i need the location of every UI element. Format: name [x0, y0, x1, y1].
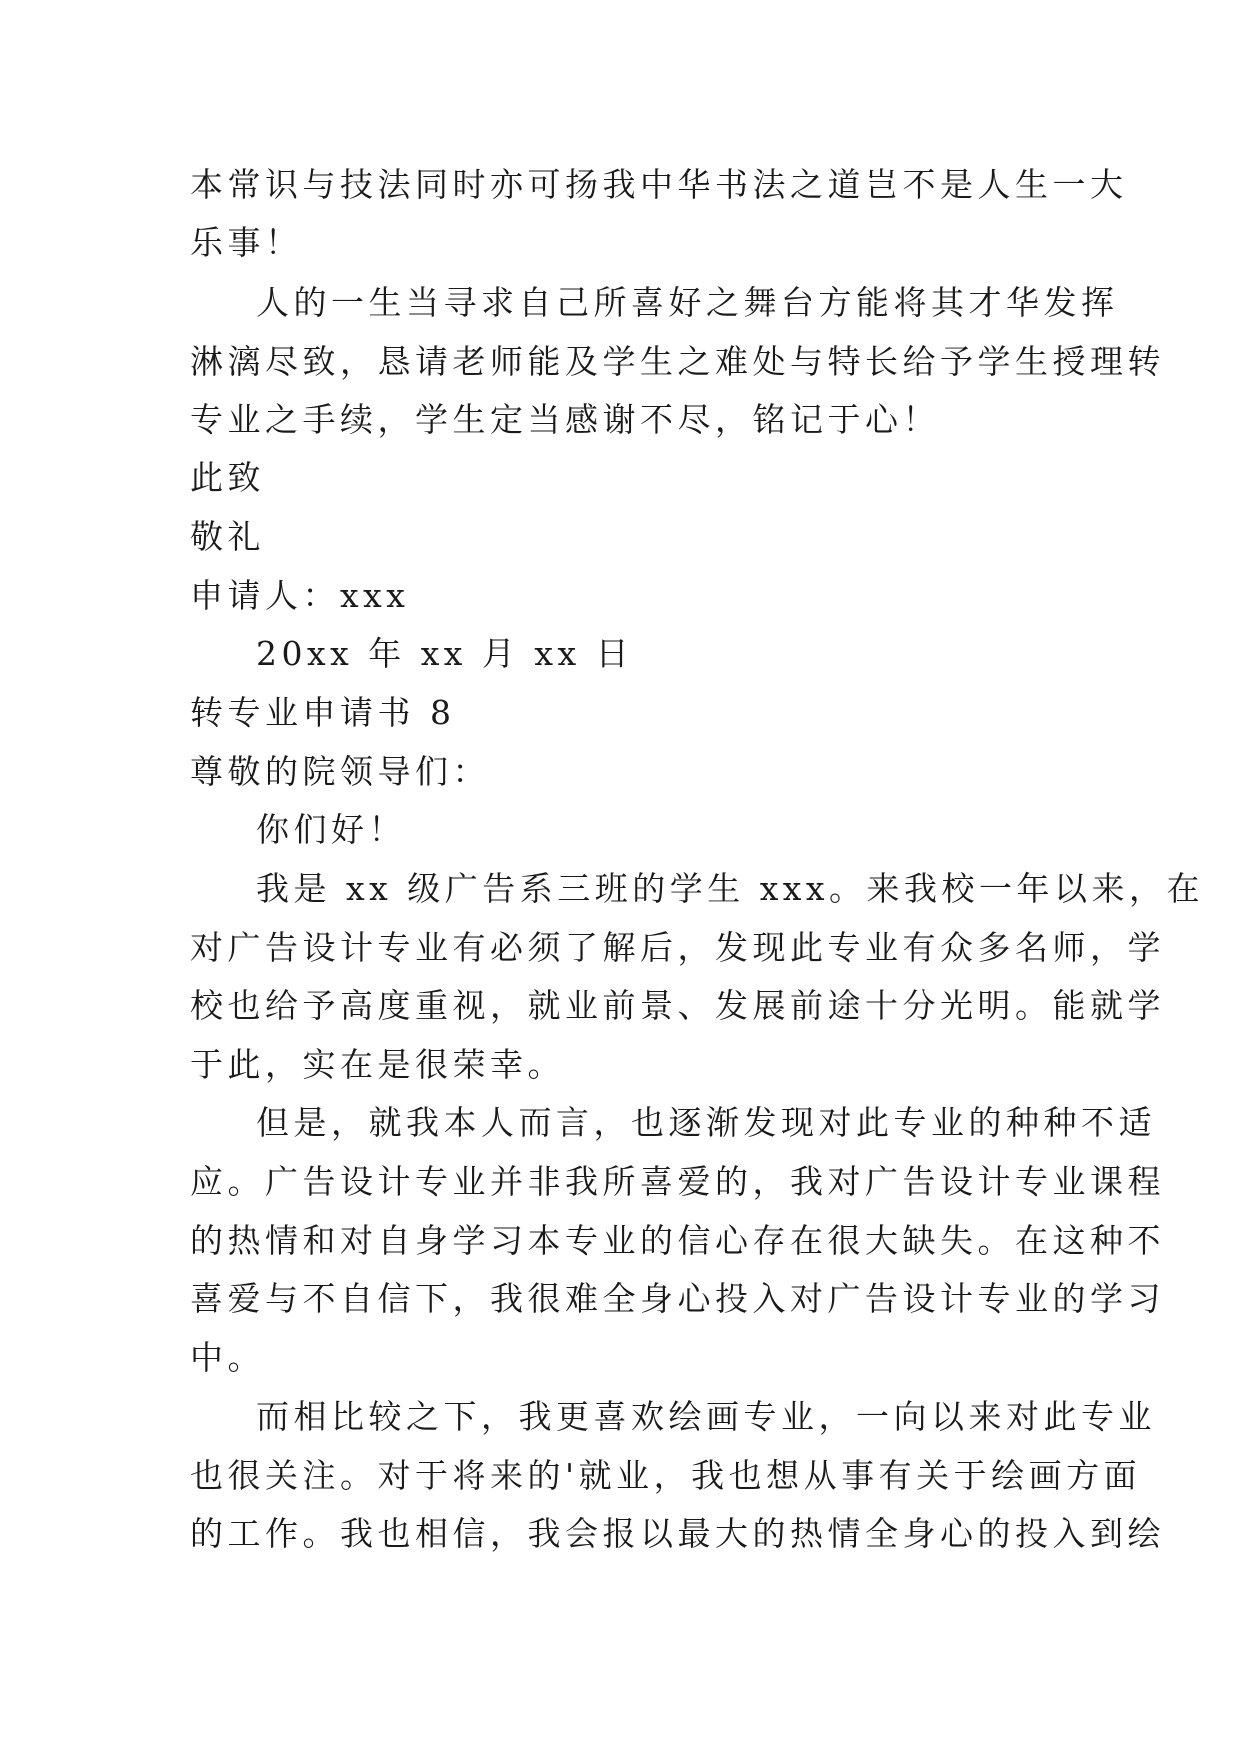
text-line: 应。广告设计专业并非我所喜爱的，我对广告设计专业课程 [190, 1162, 1165, 1201]
section-title: 转专业申请书 8 [190, 693, 456, 732]
date-line: 20xx 年 xx 月 xx 日 [256, 634, 634, 673]
greeting: 你们好！ [256, 810, 406, 849]
text-line: 校也给予高度重视，就业前景、发展前途十分光明。能就学 [190, 986, 1165, 1025]
text-line: 乐事！ [190, 223, 303, 262]
text-line: 于此，实在是很荣幸。 [190, 1045, 565, 1084]
text-line: 专业之手续，学生定当感谢不尽，铭记于心！ [190, 400, 940, 439]
text-line: 的工作。我也相信，我会报以最大的热情全身心的投入到绘 [190, 1514, 1165, 1553]
text-line: 淋漓尽致，恳请老师能及学生之难处与特长给予学生授理转 [190, 342, 1165, 381]
applicant-signature: 申请人：xxx [190, 576, 410, 615]
text-line: 的热情和对自身学习本专业的信心存在很大缺失。在这种不 [190, 1221, 1165, 1260]
paragraph-start: 但是，就我本人而言，也逐渐发现对此专业的种种不适 [256, 1103, 1156, 1142]
paragraph-start: 我是 xx 级广告系三班的学生 xxx。来我校一年以来，在 [256, 869, 1205, 908]
paragraph-start: 人的一生当寻求自己所喜好之舞台方能将其才华发挥 [256, 283, 1119, 322]
paragraph-start: 而相比较之下，我更喜欢绘画专业，一向以来对此专业 [256, 1397, 1156, 1436]
text-line: 喜爱与不自信下，我很难全身心投入对广告设计专业的学习 [190, 1279, 1165, 1318]
text-line: 本常识与技法同时亦可扬我中华书法之道岂不是人生一大 [190, 165, 1128, 204]
greeting-recipient: 尊敬的院领导们： [190, 752, 490, 791]
closing-regards: 敬礼 [190, 517, 265, 556]
text-line: 对广告设计专业有必须了解后，发现此专业有众多名师，学 [190, 928, 1165, 967]
text-line: 中。 [190, 1338, 265, 1377]
text-line: 也很关注。对于将来的'就业，我也想从事有关于绘画方面 [190, 1456, 1142, 1495]
closing-salutation: 此致 [190, 458, 265, 497]
